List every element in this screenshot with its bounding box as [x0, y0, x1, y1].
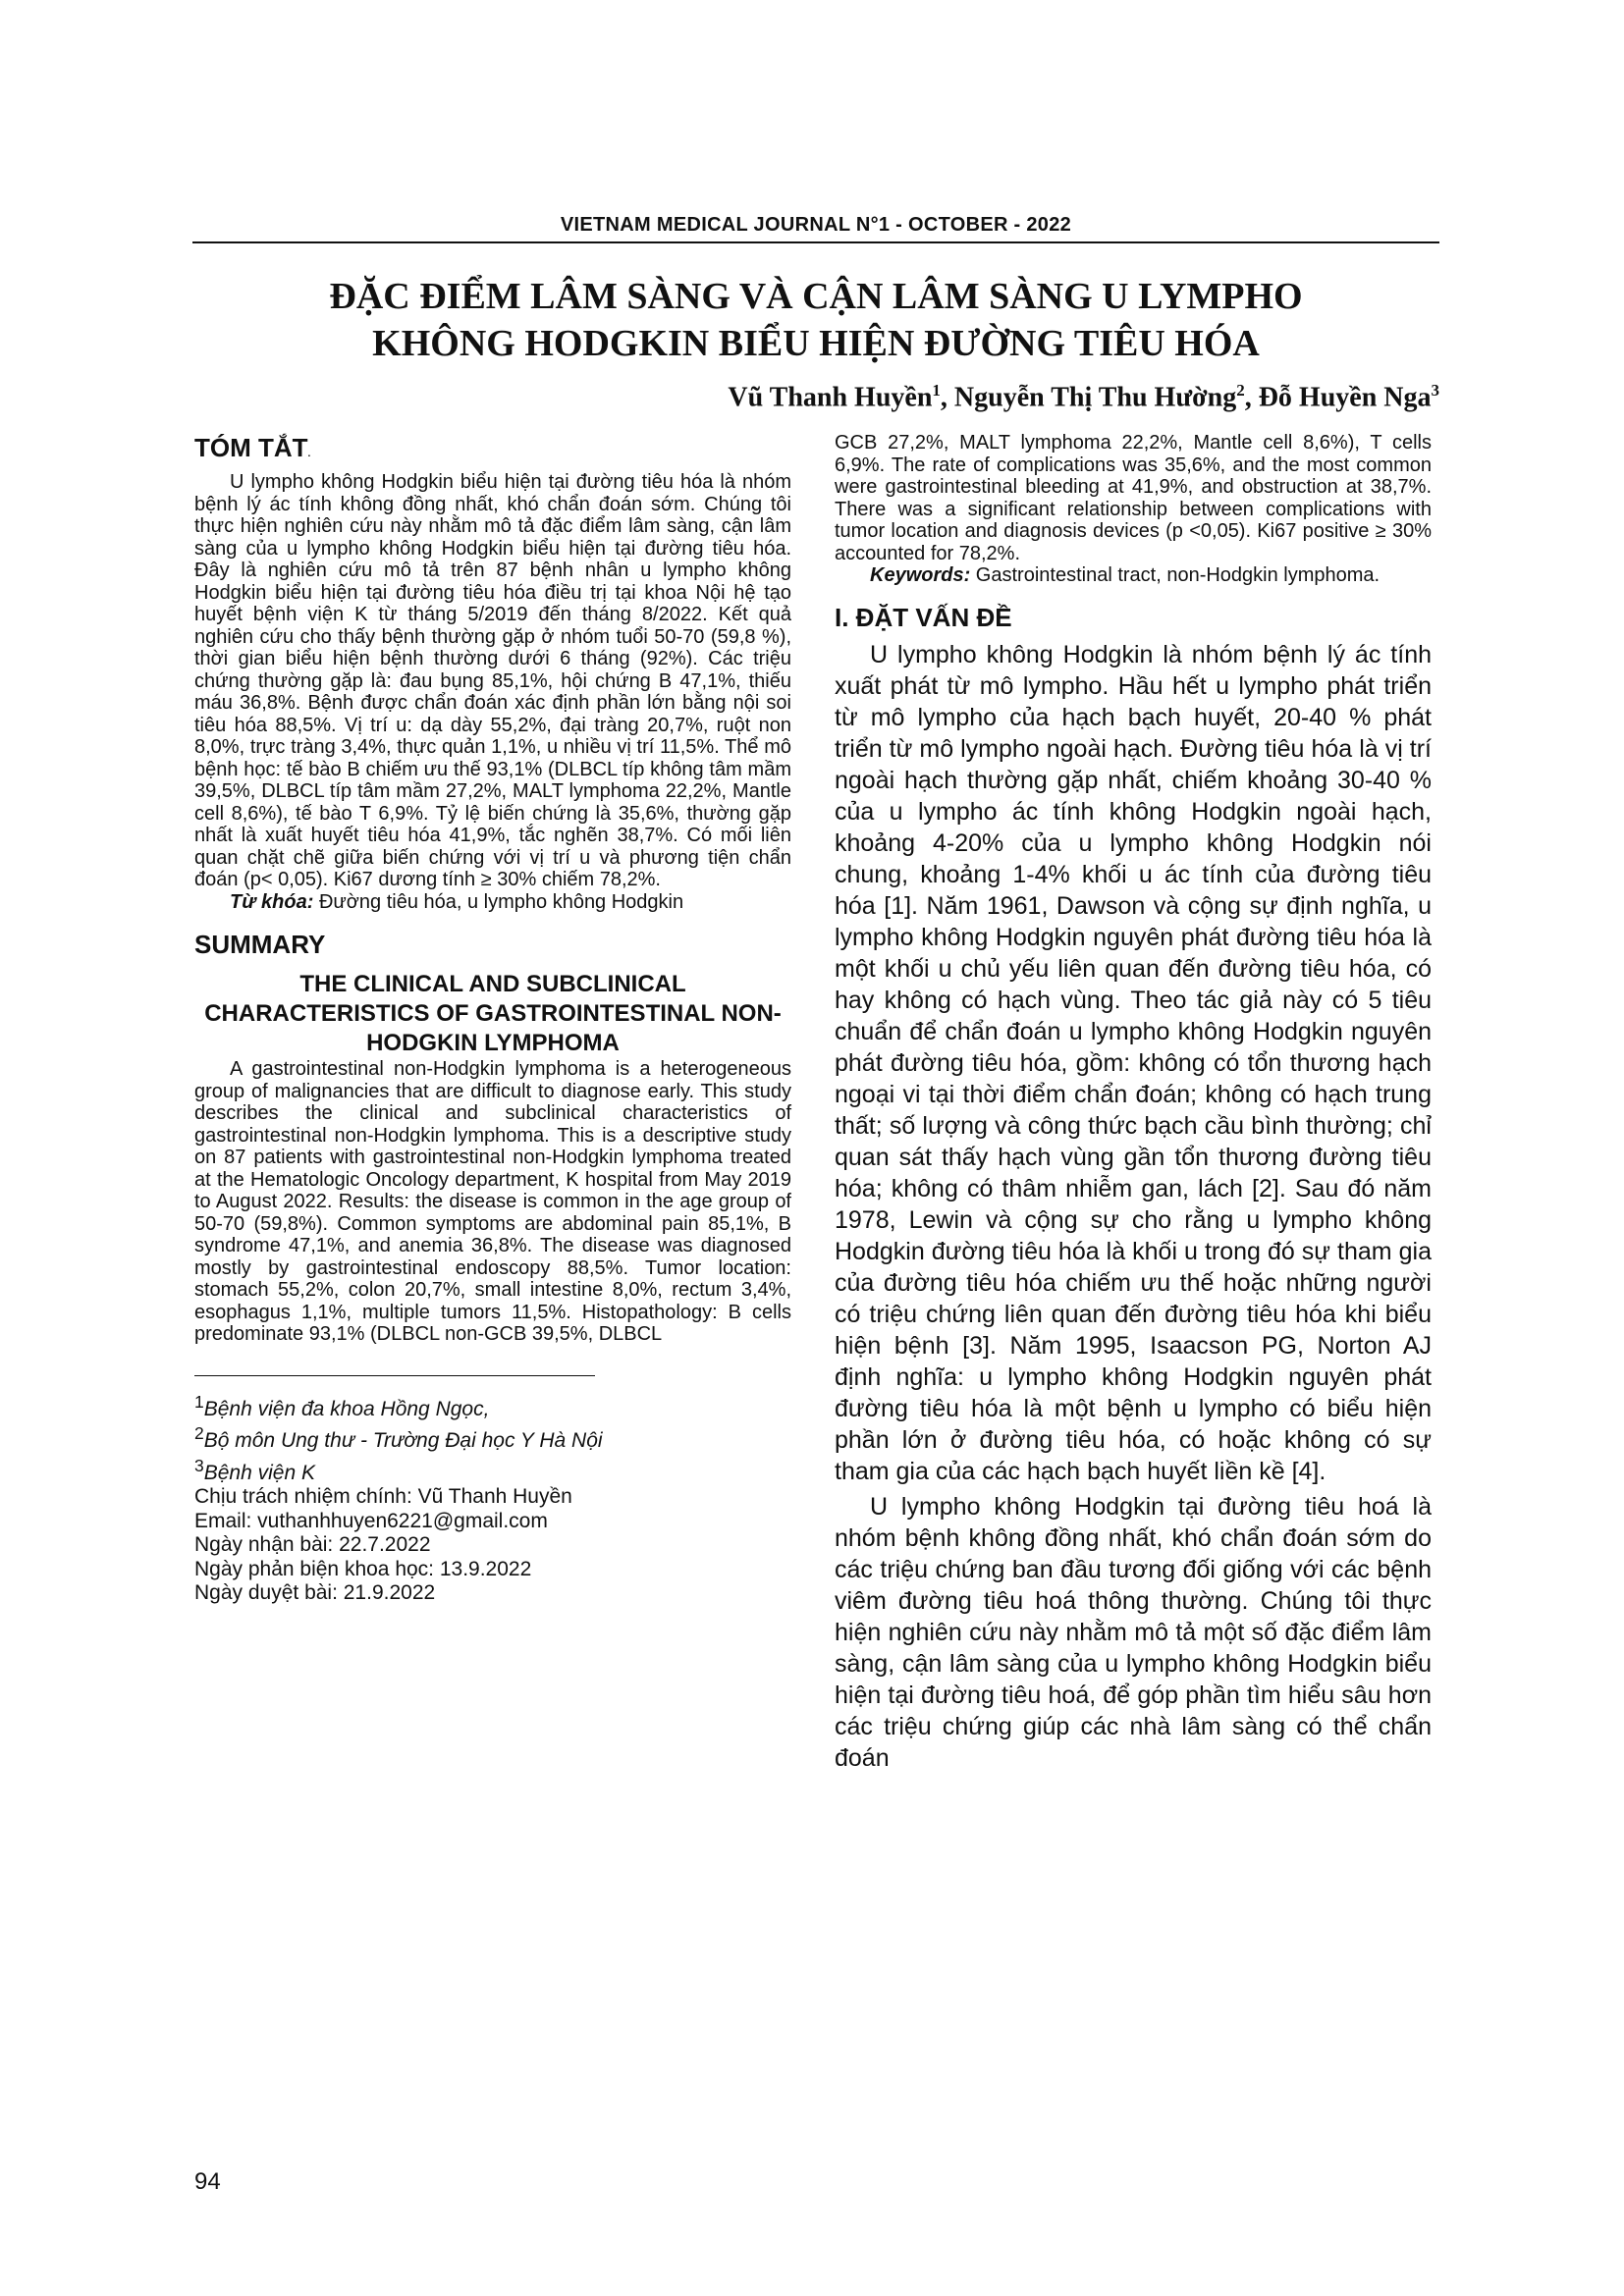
affiliation-1: $^1$Bệnh viện đa khoa Hồng Ngọc, [194, 1391, 490, 1420]
affiliation-3: $^3$Bệnh viện K [194, 1455, 315, 1484]
keywords-english: Keywords: Gastrointestinal tract, non-Hodgkin lymphoma. [870, 564, 1380, 586]
author-1-affiliation: 1 [932, 381, 941, 400]
right-column [835, 432, 1432, 1774]
footnote-rule [194, 1375, 595, 1376]
page-number: 94 [194, 2168, 221, 2195]
footnotes [194, 1390, 791, 1606]
title-line-2: KHÔNG HODGKIN BIỂU HIỆN ĐƯỜNG TIÊU HÓA [372, 323, 1260, 364]
left-column [194, 432, 791, 1606]
running-head: VIETNAM MEDICAL JOURNAL N°1 - OCTOBER - 2022 [560, 214, 1072, 236]
author-3: , Đỗ Huyền Nga [1244, 382, 1432, 413]
section-1-heading: I. ĐẶT VẤN ĐỀ [835, 602, 1012, 632]
abstract-heading: TÓM TẮT. [194, 433, 311, 462]
section-1-paragraph-1: U lympho không Hodgkin là nhóm bệnh lý ác tính xuất phát từ mô lympho. Hầu hết u lympho phát triển từ mô lympho của hạch bạch huyết, 20-40 % phát triển từ mô lympho ngoài hạch. Đường tiêu hóa là vị trí ngoài hạch thường gặp nhất, chiếm khoảng 30-40 % của u lympho ác tính không Hodgkin ngoài hạch, khoảng 4-20% của u lympho không Hodgkin nói chung, khoảng 1-4% khối u ác tính của đường tiêu hóa [1]. Năm 1961, Dawson và cộng sự định nghĩa, u lympho không Hodgkin nguyên phát đường tiêu hóa là một khối u chủ yếu liên quan đến đường tiêu hóa, có hay không có hạch vùng. Theo tác giả này có 5 tiêu chuẩn để chẩn đoán u lympho không Hodgkin nguyên phát đường tiêu hóa, gồm: không có tổn thương hạch ngoại vi tại thời điểm chẩn đoán; không có hạch trung thất; số lượng và công thức bạch cầu bình thường; chỉ quan sát thấy hạch vùng gần tổn thương đường tiêu hóa; không có thâm nhiễm gan, lách [2]. Sau đó năm 1978, Lewin và cộng sự cho rằng u lympho không Hodgkin đường tiêu hóa là khối u trong đó sự tham gia của đường tiêu hóa chiếm ưu thế hoặc những người có triệu chứng liên quan đến đường tiêu hóa khi biểu hiện bệnh [3]. Năm 1995, Isaacson PG, Norton AJ định nghĩa: u lympho không Hodgkin nguyên phát đường tiêu hóa là một bệnh u lympho có biểu hiện phần lớn ở đường tiêu hóa, có hoặc không có sự tham gia của các hạch bạch huyết liền kề [4]. [835, 640, 1432, 1485]
header-rule [192, 241, 1439, 243]
section-1-paragraph-2: U lympho không Hodgkin tại đường tiêu hoá là nhóm bệnh không đồng nhất, khó chẩn đoán sớm do các triệu chứng ban đầu tương đối giống với các bệnh viêm đường tiêu hoá thông thường. Chúng tôi thực hiện nghiên cứu này nhằm mô tả một số đặc điểm lâm sàng, cận lâm sàng của u lympho không Hodgkin biểu hiện tại đường tiêu hoá, để góp phần tìm hiểu sâu hơn các triệu chứng giúp các nhà lâm sàng có thể chẩn đoán [835, 1492, 1432, 1772]
english-title: THE CLINICAL AND SUBCLINICAL CHARACTERISTICS OF GASTROINTESTINAL NON- HODGKIN LYMPHOMA [204, 971, 782, 1056]
abstract-english: A gastrointestinal non-Hodgkin lymphoma is a heterogeneous group of malignancies that are difficult to diagnose early. This study describes the clinical and subclinical characteristics of gastrointestinal non-Hodgkin lymphoma. This is a descriptive study on 87 patients with gastrointestinal non-Hodgkin lymphoma treated at the Hematologic Oncology department, K hospital from May 2019 to August 2022. Results: the disease is common in the age group of 50-70 (59,8%). Common symptoms are abdominal pain 85,1%, B syndrome 47,1%, and anemia 36,8%. The disease was diagnosed mostly by gastrointestinal endoscopy 88,5%. Tumor location: stomach 55,2%, colon 20,7%, small intestine 8,0%, rectum 3,4%, esophagus 1,1%, multiple tumors 11,5%. Histopathology: B cells predominate 93,1% (DLBCL non-GCB 39,5%, DLBCL [194, 1058, 791, 1345]
keywords-vietnamese: Từ khóa: Đường tiêu hóa, u lympho không Hodgkin [230, 890, 684, 913]
date-reviewed: Ngày phản biện khoa học: 13.9.2022 [194, 1557, 532, 1580]
summary-heading: SUMMARY [194, 930, 326, 959]
abstract-vietnamese: U lympho không Hodgkin biểu hiện tại đường tiêu hóa là nhóm bệnh lý ác tính không đồng nhất, khó chẩn đoán sớm. Chúng tôi thực hiện nghiên cứu này nhằm mô tả đặc điểm lâm sàng, cận lâm sàng của u lympho không Hodgkin biểu hiện tại đường tiêu hóa. Đây là nghiên cứu mô tả trên 87 bệnh nhân u lympho không Hodgkin biểu hiện tại đường tiêu hóa điều trị tại khoa Nội hệ tạo huyết bệnh viện K từ tháng 5/2019 đến tháng 8/2022. Kết quả nghiên cứu cho thấy bệnh thường gặp ở nhóm tuổi 50-70 (59,8 %), thời gian biểu hiện bệnh thường dưới 6 tháng (92%). Các triệu chứng thường gặp là: đau bụng 85,1%, hội chứng B 47,1%, thiếu máu 36,8%. Bệnh được chẩn đoán xác định phần lớn bằng nội soi tiêu hóa 88,5%. Vị trí u: dạ dày 55,2%, đại tràng 20,7%, ruột non 8,0%, trực tràng 3,4%, thực quản 1,1%, u nhiều vị trí 11,5%. Thể mô bệnh học: tế bào B chiếm ưu thế 93,1% (DLBCL típ không tâm mầm 39,5%, DLBCL típ tâm mầm 27,2%, MALT lymphoma 22,2%, Mantle cell 8,6%), tế bào T 6,9%. Tỷ lệ biến chứng là 35,6%, thường gặp nhất là xuất huyết tiêu hóa 41,9%, tắc nghẽn 38,7%. Có mối liên quan chặt chẽ giữa biến chứng với vị trí u và phương tiện chẩn đoán (p< 0,05). Ki67 dương tính ≥ 30% chiếm 78,2%. [194, 471, 791, 890]
responsible-author: Chịu trách nhiệm chính: Vũ Thanh Huyền [194, 1485, 572, 1508]
author-2-affiliation: 2 [1236, 381, 1245, 400]
author-list [728, 381, 1439, 413]
title-line-1: ĐẶC ĐIỂM LÂM SÀNG VÀ CẬN LÂM SÀNG U LYMPHO [329, 276, 1303, 317]
author-1: Vũ Thanh Huyền [728, 382, 933, 413]
article-title [192, 273, 1439, 367]
contact-email: Email: vuthanhhuyen6221@gmail.com [194, 1509, 548, 1532]
date-received: Ngày nhận bài: 22.7.2022 [194, 1533, 431, 1556]
date-accepted: Ngày duyệt bài: 21.9.2022 [194, 1581, 436, 1604]
abstract-english-continued: GCB 27,2%, MALT lymphoma 22,2%, Mantle cell 8,6%), T cells 6,9%. The rate of complications was 35,6%, and the most common were gastrointestinal bleeding at 41,9%, and obstruction at 38,7%. There was a significant relationship between complications with tumor location and diagnosis devices (p <0,05). Ki67 positive ≥ 30% accounted for 78,2%. [835, 432, 1432, 564]
author-3-affiliation: 3 [1431, 381, 1439, 400]
author-2: , Nguyễn Thị Thu Hường [940, 382, 1237, 413]
affiliation-2: $^2$Bộ môn Ung thư - Trường Đại học Y Hà Nội [194, 1423, 603, 1452]
